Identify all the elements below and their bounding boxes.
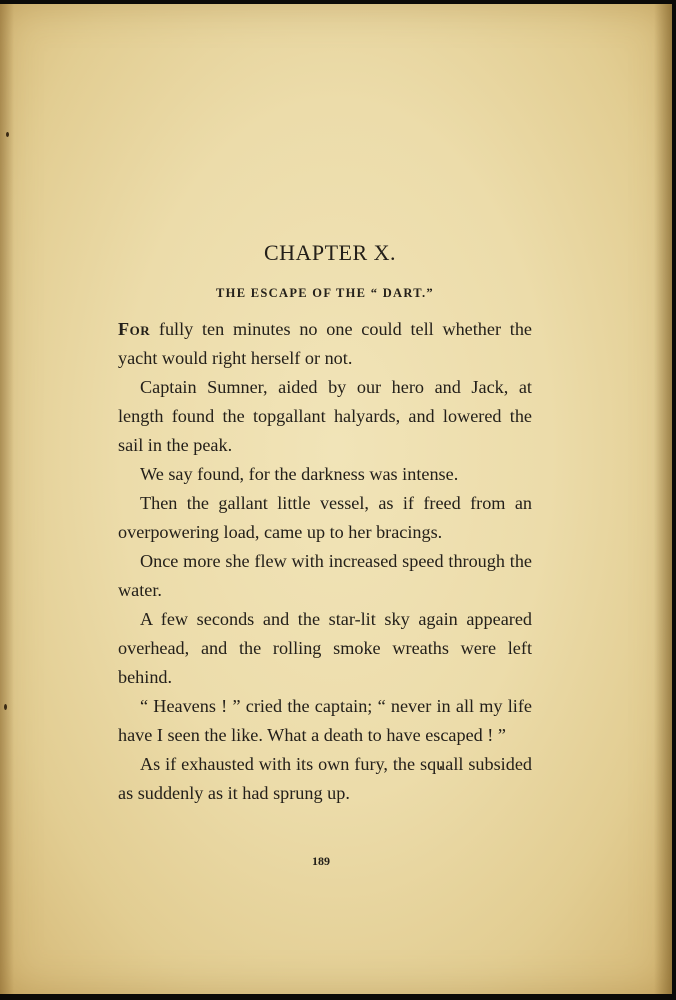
chapter-title: CHAPTER X.: [263, 240, 397, 265]
chapter-subtitle: THE ESCAPE OF THE “ DART.”: [216, 286, 434, 300]
ink-speck: [6, 132, 9, 137]
book-page: [0, 4, 672, 994]
chapter-text: [118, 240, 532, 808]
paragraph: Then the gallant little vessel, as if freed from an overpowering load, came up to her bracings.: [118, 493, 532, 542]
page-number: 189: [312, 854, 330, 868]
paragraph: As if exhausted with its own fury, the squall subsided as suddenly as it had sprung up.: [118, 754, 532, 803]
paragraph: We say found, for the darkness was intense.: [140, 464, 459, 484]
paragraph: Captain Sumner, aided by our hero and Jack, at length found the topgallant halyards, and lowered the sail in the peak.: [118, 377, 532, 455]
paragraph: Once more she flew with increased speed through the water.: [118, 551, 532, 600]
opening-word: For: [118, 319, 151, 339]
paragraph-text: fully ten minutes no one could tell whether the yacht would right herself or not.: [118, 319, 532, 368]
paragraph: “ Heavens ! ” cried the captain; “ never in all my life have I seen the like. What a death to have escaped ! ”: [118, 696, 532, 745]
paragraph: [118, 315, 532, 373]
paragraph: A few seconds and the star-lit sky again appeared overhead, and the rolling smoke wreaths were left behind.: [118, 609, 532, 687]
ink-speck: [4, 704, 7, 710]
